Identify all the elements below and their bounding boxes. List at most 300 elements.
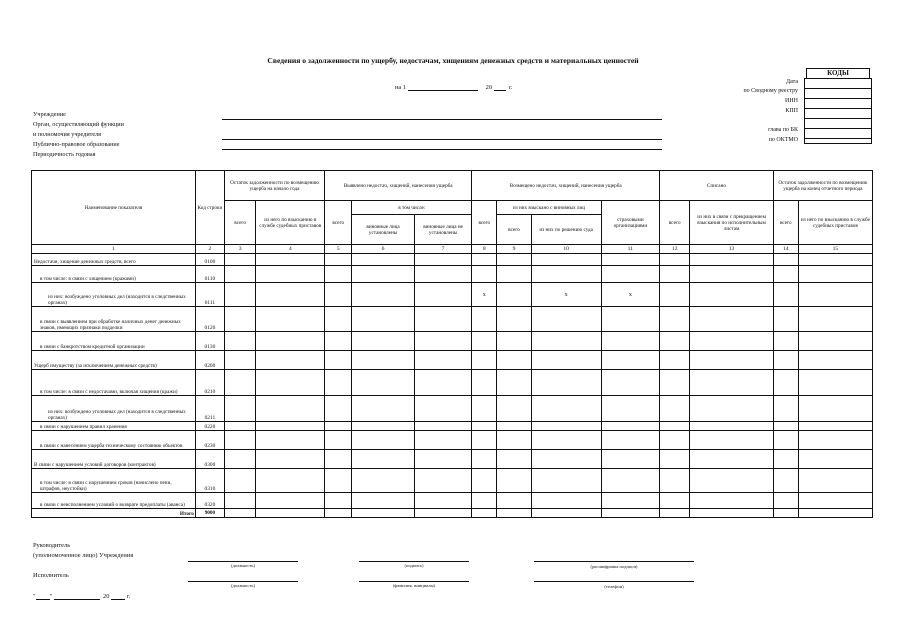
institution-field[interactable] (222, 119, 662, 120)
value-cell[interactable] (256, 493, 325, 509)
caption-decoding: (расшифровка подписи) (590, 564, 638, 569)
row-code: 0211 (195, 396, 224, 422)
value-cell[interactable] (773, 493, 798, 509)
value-cell[interactable] (497, 351, 531, 370)
value-cell[interactable] (325, 283, 352, 307)
value-cell[interactable] (256, 469, 325, 493)
value-cell[interactable] (798, 431, 872, 450)
value-cell[interactable] (690, 469, 773, 493)
value-cell[interactable] (690, 266, 773, 283)
col-header-identified: Выявлено недостач, хищений, нанесения ущерба (325, 171, 472, 201)
table-row (32, 493, 873, 509)
value-cell[interactable] (773, 254, 798, 266)
value-cell[interactable] (325, 266, 352, 283)
value-cell[interactable] (660, 254, 690, 266)
org-label-institution: Учреждение (33, 111, 66, 118)
value-cell[interactable] (256, 266, 325, 283)
value-cell[interactable] (225, 450, 256, 469)
value-cell[interactable] (773, 351, 798, 370)
value-cell[interactable] (690, 283, 773, 307)
col-header-ident-incl: в том числе: (352, 201, 472, 215)
value-cell[interactable] (798, 254, 872, 266)
code-label-inn: ИНН (785, 98, 798, 104)
table-body (32, 254, 873, 518)
value-cell[interactable] (472, 450, 497, 469)
value-cell[interactable] (325, 450, 352, 469)
value-cell[interactable] (352, 450, 415, 469)
value-cell[interactable] (798, 266, 872, 283)
value-cell[interactable] (497, 370, 531, 396)
value-cell[interactable] (325, 307, 352, 332)
value-cell[interactable] (472, 351, 497, 370)
value-cell[interactable] (352, 307, 415, 332)
column-number: 11 (601, 245, 659, 254)
total-value-cell[interactable] (601, 509, 659, 518)
value-cell[interactable] (256, 283, 325, 307)
column-number: 2 (195, 245, 224, 254)
value-cell[interactable] (325, 351, 352, 370)
col-header-close-court: из него по взысканию в службе судебных приставов (798, 201, 872, 245)
code-label-oktmo: по ОКТМО (768, 137, 798, 143)
value-cell[interactable] (256, 396, 325, 422)
value-cell[interactable] (601, 396, 659, 422)
value-cell[interactable] (773, 370, 798, 396)
signing-month-field[interactable] (54, 591, 100, 600)
row-code: 0120 (195, 307, 224, 332)
value-cell[interactable] (256, 450, 325, 469)
value-cell[interactable] (472, 469, 497, 493)
table-row (32, 351, 873, 370)
table-row (32, 431, 873, 450)
value-cell[interactable] (225, 370, 256, 396)
value-cell[interactable] (472, 332, 497, 351)
col-header-reimb-total: всего (472, 201, 497, 245)
value-cell[interactable] (690, 396, 773, 422)
row-name: из них: возбуждено уголовных дел (находится в следственных органах) (32, 283, 196, 307)
value-cell[interactable] (690, 450, 773, 469)
value-cell[interactable] (690, 351, 773, 370)
value-cell[interactable] (497, 266, 531, 283)
value-cell[interactable] (660, 370, 690, 396)
value-cell[interactable] (225, 307, 256, 332)
value-cell[interactable] (256, 307, 325, 332)
value-cell[interactable] (773, 431, 798, 450)
value-cell[interactable] (325, 469, 352, 493)
row-name: в связи с нанесением ущерба техническому состоянию объектов (32, 431, 196, 450)
value-cell[interactable] (352, 493, 415, 509)
value-cell[interactable] (497, 332, 531, 351)
value-cell[interactable] (325, 431, 352, 450)
value-cell[interactable] (472, 307, 497, 332)
total-value-cell[interactable] (472, 509, 497, 518)
value-cell[interactable] (531, 254, 601, 266)
row-code: 0110 (195, 266, 224, 283)
row-name: в том числе: в связи с недостачами, включая хищения (кражи) (32, 370, 196, 396)
row-code: 0111 (195, 283, 224, 307)
value-cell[interactable] (497, 493, 531, 509)
value-cell[interactable] (497, 396, 531, 422)
value-cell[interactable] (690, 422, 773, 431)
value-cell[interactable] (414, 431, 471, 450)
not-applicable-mark: x (601, 283, 659, 307)
value-cell[interactable] (414, 307, 471, 332)
head-decoding-field[interactable] (534, 561, 694, 562)
col-header-close-total: всего (773, 201, 798, 245)
value-cell[interactable] (414, 422, 471, 431)
value-cell[interactable] (472, 254, 497, 266)
value-cell[interactable] (660, 266, 690, 283)
value-cell[interactable] (225, 332, 256, 351)
total-value-cell[interactable] (773, 509, 798, 518)
value-cell[interactable] (531, 396, 601, 422)
value-cell[interactable] (352, 370, 415, 396)
column-number: 12 (660, 245, 690, 254)
value-cell[interactable] (660, 469, 690, 493)
column-number: 15 (798, 245, 872, 254)
value-cell[interactable] (352, 422, 415, 431)
report-year-prefix: 20 (485, 84, 493, 91)
value-cell[interactable] (352, 283, 415, 307)
value-cell[interactable] (256, 332, 325, 351)
value-cell[interactable] (256, 351, 325, 370)
col-header-closing-balance: Остаток задолженности по возмещению ущерба на конец отчетного периода (773, 171, 872, 201)
value-cell[interactable] (497, 422, 531, 431)
value-cell[interactable] (531, 493, 601, 509)
value-cell[interactable] (531, 307, 601, 332)
value-cell[interactable] (352, 266, 415, 283)
col-header-reimbursed: Возмещено недостач, хищений, нанесения ущерба (472, 171, 660, 201)
value-cell[interactable] (497, 469, 531, 493)
codes-box (804, 78, 872, 144)
value-cell[interactable] (798, 332, 872, 351)
table-row (32, 254, 873, 266)
col-header-written-off: Списано (660, 171, 774, 201)
value-cell[interactable] (225, 396, 256, 422)
value-cell[interactable] (325, 254, 352, 266)
value-cell[interactable] (325, 422, 352, 431)
total-value-cell[interactable] (690, 509, 773, 518)
total-value-cell[interactable] (798, 509, 872, 518)
value-cell[interactable] (325, 370, 352, 396)
column-number: 6 (352, 245, 415, 254)
value-cell[interactable] (472, 422, 497, 431)
caption-position: (должность) (230, 563, 256, 568)
total-value-cell[interactable] (256, 509, 325, 518)
org-label-periodicity: Периодичность годовая (33, 151, 96, 158)
value-cell[interactable] (225, 422, 256, 431)
total-label: Итого (32, 509, 196, 518)
value-cell[interactable] (601, 254, 659, 266)
column-number: 4 (256, 245, 325, 254)
report-year-suffix: г. (508, 84, 513, 91)
col-header-name: Наименование показателя (32, 171, 196, 245)
total-value-cell[interactable] (531, 509, 601, 518)
row-code: 0210 (195, 370, 224, 396)
value-cell[interactable] (256, 370, 325, 396)
value-cell[interactable] (660, 493, 690, 509)
value-cell[interactable] (352, 351, 415, 370)
total-value-cell[interactable] (225, 509, 256, 518)
value-cell[interactable] (497, 307, 531, 332)
value-cell[interactable] (531, 450, 601, 469)
value-cell[interactable] (414, 283, 471, 307)
date-close-quote: " (49, 593, 53, 600)
signing-year-field[interactable] (111, 591, 125, 600)
total-code: 9000 (195, 509, 224, 518)
col-header-wo-total: всего (660, 201, 690, 245)
value-cell[interactable] (660, 396, 690, 422)
value-cell[interactable] (690, 254, 773, 266)
head-label-2: (уполномоченное лицо) Учреждения (33, 552, 134, 559)
col-header-reimb-guilty-total: всего (497, 215, 531, 245)
value-cell[interactable] (773, 307, 798, 332)
column-number: 1 (32, 245, 196, 254)
column-number: 13 (690, 245, 773, 254)
row-code: 0200 (195, 351, 224, 370)
value-cell[interactable] (414, 266, 471, 283)
row-code: 0300 (195, 450, 224, 469)
column-number: 5 (325, 245, 352, 254)
value-cell[interactable] (414, 254, 471, 266)
value-cell[interactable] (798, 450, 872, 469)
column-number-row (32, 245, 873, 254)
value-cell[interactable] (798, 283, 872, 307)
row-name: в том числе: в связи с нарушением сроков (начислено пени, штрафов, неустойки) (32, 469, 196, 493)
total-value-cell[interactable] (660, 509, 690, 518)
value-cell[interactable] (414, 370, 471, 396)
not-applicable-mark: x (472, 283, 497, 307)
exec-fullname-field[interactable] (359, 581, 469, 582)
value-cell[interactable] (660, 431, 690, 450)
not-applicable-mark: x (531, 283, 601, 307)
org-label-founder-2: и полномочия учредителя (33, 131, 102, 138)
value-cell[interactable] (531, 351, 601, 370)
value-cell[interactable] (472, 396, 497, 422)
value-cell[interactable] (225, 266, 256, 283)
table-row (32, 469, 873, 493)
col-header-opening-balance: Остаток задолженности по возмещению ущерба на начало года (225, 171, 325, 201)
code-label-bk-chapter: глава по БК (768, 127, 798, 133)
value-cell[interactable] (798, 351, 872, 370)
value-cell[interactable] (601, 266, 659, 283)
code-cell-blank[interactable] (805, 119, 871, 129)
table-row (32, 307, 873, 332)
value-cell[interactable] (690, 370, 773, 396)
value-cell[interactable] (472, 493, 497, 509)
value-cell[interactable] (225, 469, 256, 493)
value-cell[interactable] (497, 254, 531, 266)
table-row (32, 450, 873, 469)
value-cell[interactable] (690, 307, 773, 332)
value-cell[interactable] (472, 266, 497, 283)
value-cell[interactable] (472, 370, 497, 396)
code-label-registry: по Сводному реестру (743, 88, 798, 94)
table-row (32, 266, 873, 283)
row-code: 0130 (195, 332, 224, 351)
row-code: 0320 (195, 493, 224, 509)
value-cell[interactable] (414, 332, 471, 351)
value-cell[interactable] (256, 254, 325, 266)
value-cell[interactable] (414, 351, 471, 370)
total-row (32, 509, 873, 518)
value-cell[interactable] (414, 469, 471, 493)
exec-position-field[interactable] (188, 581, 298, 582)
value-cell[interactable] (225, 493, 256, 509)
column-number: 9 (497, 245, 531, 254)
row-name: в связи с неисполнением условий о возврате предоплаты (аванса) (32, 493, 196, 509)
col-header-reimb-by-court: из них по решению суда (531, 215, 601, 245)
value-cell[interactable] (690, 431, 773, 450)
value-cell[interactable] (773, 396, 798, 422)
debt-table (31, 170, 873, 518)
value-cell[interactable] (798, 307, 872, 332)
row-name: в том числе: в связи с хищением (кражами) (32, 266, 196, 283)
report-year-field[interactable] (494, 82, 506, 91)
signing-year-suffix: г. (126, 593, 131, 600)
caption-phone: (телефон) (604, 584, 624, 589)
value-cell[interactable] (601, 351, 659, 370)
value-cell[interactable] (325, 332, 352, 351)
row-name: Ущерб имуществу (за исключением денежных средств) (32, 351, 196, 370)
value-cell[interactable] (225, 431, 256, 450)
value-cell[interactable] (773, 283, 798, 307)
col-header-reimb-from-guilty: из них взыскано с виновных лиц (497, 201, 601, 215)
row-code: 0230 (195, 431, 224, 450)
report-date-prefix: на 1 (395, 84, 407, 91)
total-value-cell[interactable] (497, 509, 531, 518)
value-cell[interactable] (352, 469, 415, 493)
head-position-field[interactable] (188, 561, 298, 562)
total-value-cell[interactable] (414, 509, 471, 518)
row-name: в связи с выявлением при обработке наличных денег денежных знаков, имеющих признаки подделки (32, 307, 196, 332)
col-header-ident-total: всего (325, 201, 352, 245)
value-cell[interactable] (352, 332, 415, 351)
table-row (32, 422, 873, 431)
value-cell[interactable] (601, 370, 659, 396)
value-cell[interactable] (352, 254, 415, 266)
value-cell[interactable] (601, 431, 659, 450)
exec-phone-field[interactable] (534, 581, 694, 582)
code-cell-bk-chapter[interactable] (805, 129, 871, 139)
code-cell-kpp[interactable] (805, 109, 871, 119)
col-header-open-court: из него по взысканию в службе судебных приставов (256, 201, 325, 245)
row-name: в связи с банкротством кредитной организации (32, 332, 196, 351)
value-cell[interactable] (531, 266, 601, 283)
value-cell[interactable] (798, 422, 872, 431)
value-cell[interactable] (531, 370, 601, 396)
value-cell[interactable] (256, 422, 325, 431)
value-cell[interactable] (531, 431, 601, 450)
value-cell[interactable] (660, 307, 690, 332)
code-cell-inn[interactable] (805, 99, 871, 109)
col-header-wo-terminated: из них в связи с прекращением взыскания по исполнительным листам (690, 201, 773, 245)
value-cell[interactable] (414, 493, 471, 509)
value-cell[interactable] (531, 422, 601, 431)
value-cell[interactable] (773, 469, 798, 493)
value-cell[interactable] (601, 422, 659, 431)
value-cell[interactable] (225, 254, 256, 266)
value-cell[interactable] (601, 307, 659, 332)
caption-position-2: (должность) (230, 583, 256, 588)
value-cell[interactable] (497, 283, 531, 307)
value-cell[interactable] (601, 332, 659, 351)
value-cell[interactable] (497, 431, 531, 450)
total-value-cell[interactable] (325, 509, 352, 518)
report-date-line (395, 82, 512, 91)
value-cell[interactable] (497, 450, 531, 469)
value-cell[interactable] (773, 332, 798, 351)
row-name: из них: возбуждено уголовных дел (находится в следственных органах) (32, 396, 196, 422)
value-cell[interactable] (414, 396, 471, 422)
executor-label: Исполнитель (33, 572, 69, 579)
founder-field[interactable] (222, 139, 662, 140)
row-name: Недостачи, хищение денежных средств, всего (32, 254, 196, 266)
signing-day-field[interactable] (36, 591, 50, 600)
value-cell[interactable] (773, 450, 798, 469)
code-cell-registry[interactable] (805, 89, 871, 99)
signing-date-line (33, 591, 130, 600)
value-cell[interactable] (325, 493, 352, 509)
head-label-1: Руководитель (33, 542, 71, 549)
value-cell[interactable] (690, 493, 773, 509)
value-cell[interactable] (773, 266, 798, 283)
col-header-guilty-not-established: виновные лица не установлены (414, 215, 471, 245)
value-cell[interactable] (773, 422, 798, 431)
total-value-cell[interactable] (352, 509, 415, 518)
value-cell[interactable] (660, 283, 690, 307)
report-date-field[interactable] (408, 82, 478, 91)
value-cell[interactable] (601, 469, 659, 493)
value-cell[interactable] (256, 431, 325, 450)
value-cell[interactable] (690, 332, 773, 351)
value-cell[interactable] (660, 422, 690, 431)
code-cell-date[interactable] (805, 79, 871, 89)
value-cell[interactable] (798, 493, 872, 509)
value-cell[interactable] (531, 332, 601, 351)
public-entity-field[interactable] (222, 149, 662, 150)
caption-fullname: (фамилия, инициалы) (392, 583, 436, 588)
value-cell[interactable] (660, 332, 690, 351)
value-cell[interactable] (798, 469, 872, 493)
value-cell[interactable] (798, 396, 872, 422)
value-cell[interactable] (325, 396, 352, 422)
value-cell[interactable] (414, 450, 471, 469)
row-code: 0220 (195, 422, 224, 431)
column-number: 10 (531, 245, 601, 254)
value-cell[interactable] (601, 450, 659, 469)
table-row (32, 370, 873, 396)
value-cell[interactable] (660, 351, 690, 370)
signing-year-prefix: 20 (103, 593, 110, 600)
value-cell[interactable] (472, 431, 497, 450)
value-cell[interactable] (531, 469, 601, 493)
value-cell[interactable] (225, 283, 256, 307)
value-cell[interactable] (660, 450, 690, 469)
column-number: 7 (414, 245, 471, 254)
value-cell[interactable] (352, 431, 415, 450)
value-cell[interactable] (798, 370, 872, 396)
col-header-open-total: всего (225, 201, 256, 245)
col-header-code: Код строки (195, 171, 224, 245)
value-cell[interactable] (225, 351, 256, 370)
value-cell[interactable] (601, 493, 659, 509)
code-cell-oktmo[interactable] (805, 139, 871, 148)
code-label-kpp: КПП (785, 108, 798, 114)
caption-signature: (подпись) (404, 563, 424, 568)
head-signature-field[interactable] (359, 561, 469, 562)
org-label-founder-1: Орган, осуществляющий функции (33, 121, 124, 128)
value-cell[interactable] (352, 396, 415, 422)
